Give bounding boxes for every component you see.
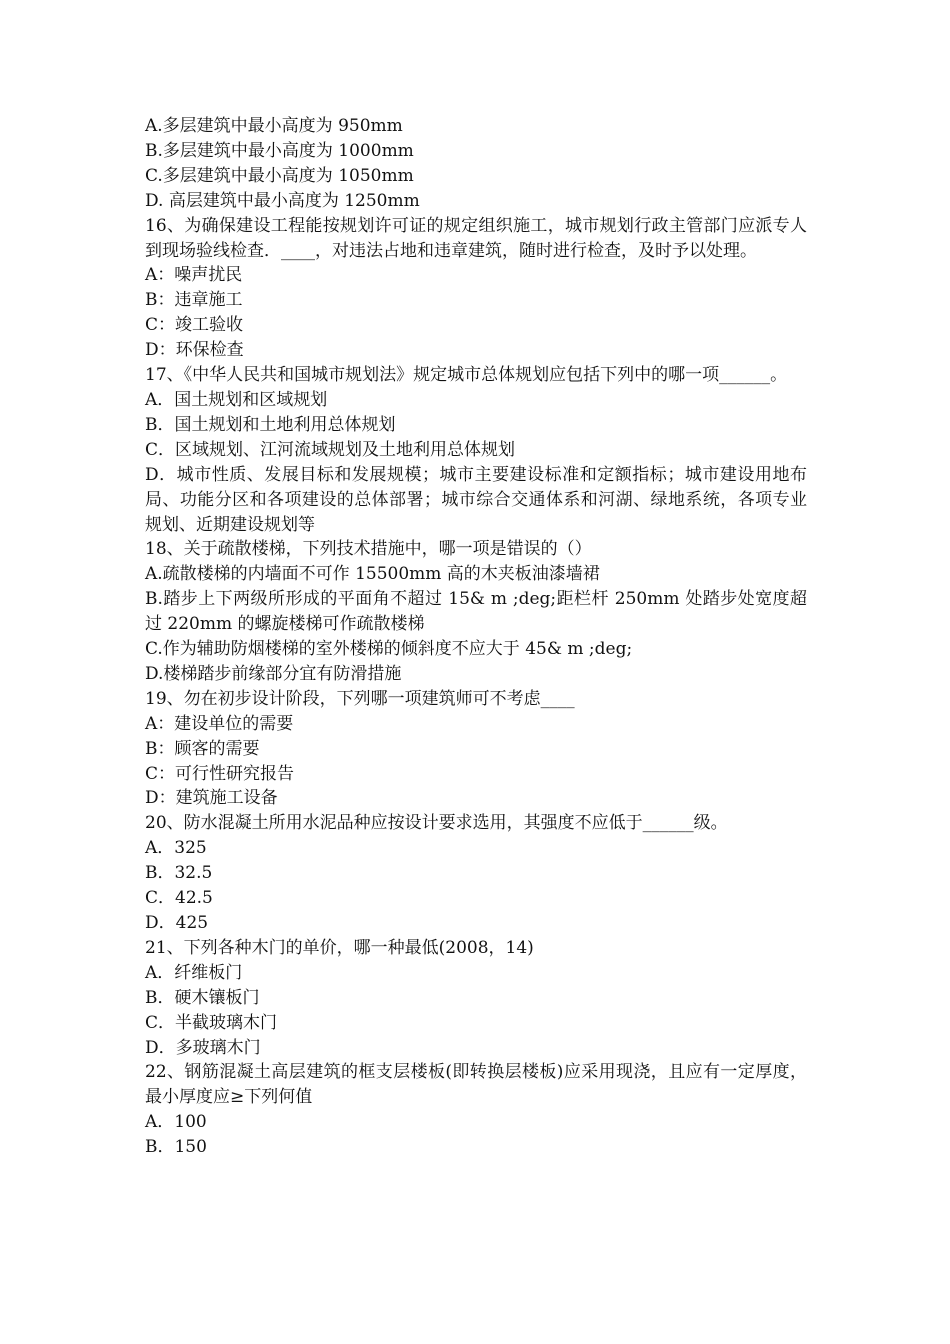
- question-18: 18、关于疏散楼梯，下列技术措施中，哪一项是错误的（）: [145, 539, 592, 560]
- option-line: A.疏散楼梯的内墙面不可作 15500mm 高的木夹板油漆墙裙: [145, 564, 600, 585]
- option-line: B．国土规划和土地利用总体规划: [145, 414, 396, 435]
- option-line: D．425: [145, 913, 209, 933]
- question-16: 16、为确保建设工程能按规划许可证的规定组织施工，城市规划行政主管部门应派专人到现场验线检查．____，对违法占地和违章建筑，随时进行检查，及时予以处理。: [145, 215, 807, 261]
- option-line: D：建筑施工设备: [145, 788, 278, 809]
- option-line: B：顾客的需要: [145, 738, 260, 759]
- option-line: C：可行性研究报告: [145, 763, 295, 784]
- option-line: B.踏步上下两级所形成的平面角不超过 15& m ;deg;距栏杆 250mm 处踏步处宽度超过 220mm 的螺旋楼梯可作疏散楼梯: [145, 589, 807, 635]
- question-20: 20、防水混凝土所用水泥品种应按设计要求选用，其强度不应低于______级。: [145, 813, 728, 834]
- question-22: 22、钢筋混凝土高层建筑的框支层楼板(即转换层楼板)应采用现浇，且应有一定厚度，最小厚度应≥下列何值: [145, 1062, 807, 1108]
- option-line: C：竣工验收: [145, 315, 244, 336]
- option-line: B．32.5: [145, 863, 213, 884]
- question-19: 19、勿在初步设计阶段，下列哪一项建筑师可不考虑____: [145, 688, 575, 709]
- option-line: D：环保检查: [145, 340, 244, 361]
- question-21: 21、下列各种木门的单价，哪一种最低(2008，14): [145, 937, 534, 958]
- option-line: B：违章施工: [145, 290, 243, 311]
- option-line: A．100: [145, 1112, 207, 1133]
- question-17: 17、《中华人民共和国城市规划法》规定城市总体规划应包括下列中的哪一项______。: [145, 365, 788, 386]
- option-line: C．区域规划、江河流域规划及土地利用总体规划: [145, 439, 516, 460]
- option-line: B．硬木镶板门: [145, 987, 260, 1008]
- option-line: A．325: [145, 838, 207, 859]
- option-line: C.多层建筑中最小高度为 1050mm: [145, 165, 414, 186]
- option-line: D．多玻璃木门: [145, 1037, 261, 1058]
- document-body: [145, 114, 807, 1160]
- option-line: A：建设单位的需要: [145, 713, 294, 734]
- option-line: A.多层建筑中最小高度为 950mm: [145, 116, 403, 136]
- option-line: C．42.5: [145, 888, 213, 909]
- option-line: D．城市性质、发展目标和发展规模；城市主要建设标准和定额指标；城市建设用地布局、功能分区和各项建设的总体部署；城市综合交通体系和河湖、绿地系统，各项专业规划、近期建设规划等: [145, 464, 807, 535]
- option-line: B.多层建筑中最小高度为 1000mm: [145, 140, 414, 161]
- option-line: A：噪声扰民: [145, 265, 243, 286]
- option-line: C．半截玻璃木门: [145, 1012, 278, 1033]
- option-line: D.楼梯踏步前缘部分宜有防滑措施: [145, 663, 402, 684]
- option-line: A．国土规划和区域规划: [145, 389, 328, 410]
- option-line: D. 高层建筑中最小高度为 1250mm: [145, 190, 420, 211]
- option-line: C.作为辅助防烟楼梯的室外楼梯的倾斜度不应大于 45& m ;deg;: [145, 639, 633, 660]
- option-line: A．纤维板门: [145, 962, 243, 983]
- option-line: B．150: [145, 1137, 207, 1158]
